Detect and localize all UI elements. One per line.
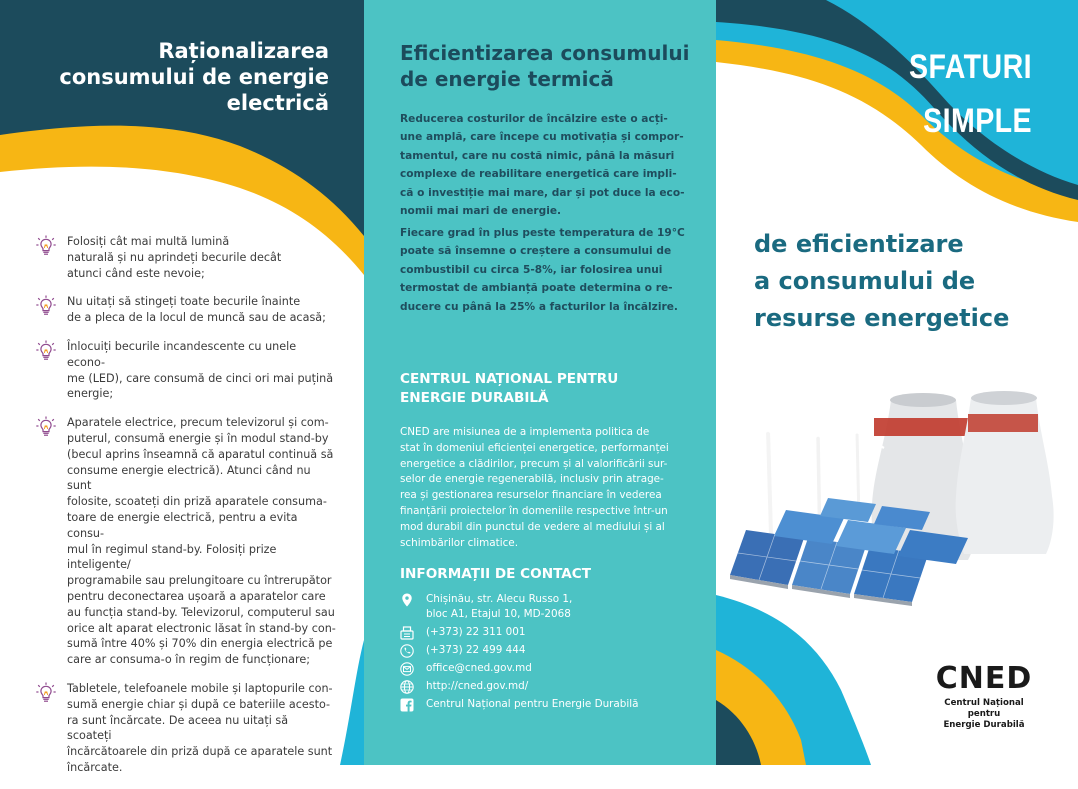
tip-text: Tabletele, telefoanele mobile și laptopurile con- sumă energie chiar și după ce bateriile acesto- ra sunt încărcate. De aceea nu uitați să scoateți încărcătoarele din priză după ce aparatele sunt încărcate. <box>67 681 333 774</box>
cned-heading: CENTRUL NAȚIONAL PENTRU ENERGIE DURABILĂ <box>400 371 619 406</box>
phone-icon <box>400 644 414 658</box>
globe-icon <box>400 680 414 694</box>
facebook-icon <box>400 698 414 712</box>
renewable-energy-illustration <box>716 370 1078 620</box>
location-pin-icon <box>400 593 414 607</box>
contact-list <box>400 592 700 715</box>
logo-caption: Centrul Național pentru Energie Durabilă <box>943 698 1025 730</box>
website-link[interactable]: http://cned.gov.md/ <box>426 679 529 692</box>
temperature-paragraph: Fiecare grad în plus peste temperatura de 19°C poate să însemne o creștere a consumului de combustibil cu circa 5-8%, iar folosirea unui termostat de ambianță poate determina o re- ducere cu până la 25% a facturilor la încălzire. <box>400 227 685 313</box>
email-address[interactable]: office@cned.gov.md <box>426 661 532 674</box>
contact-website <box>400 679 700 694</box>
middle-panel-title: Eficientizarea consumului de energie termică <box>400 41 690 91</box>
fax-number[interactable]: (+373) 22 311 001 <box>426 625 526 638</box>
left-panel-title: Raționalizarea consumului de energie electrică <box>59 39 329 115</box>
lightbulb-icon <box>36 340 56 362</box>
decorative-waves-bottom <box>0 600 364 765</box>
fax-icon <box>400 626 414 640</box>
middle-panel <box>364 0 716 765</box>
tip-item <box>36 234 336 281</box>
contact-heading: INFORMAȚII DE CONTACT <box>400 566 592 582</box>
tip-item <box>36 294 336 326</box>
contact-address <box>400 592 700 622</box>
tip-item <box>36 339 336 402</box>
left-panel <box>0 0 364 774</box>
lightbulb-icon <box>36 235 56 257</box>
contact-email <box>400 661 700 676</box>
tip-text: Folosiți cât mai multă lumină naturală și nu aprindeți becurile decât atunci când este nevoie; <box>67 235 282 280</box>
contact-fax <box>400 625 700 640</box>
lightbulb-icon <box>36 295 56 317</box>
contact-facebook <box>400 697 700 712</box>
cned-logo <box>928 660 1040 731</box>
tip-text: Nu uitați să stingeți toate becurile înainte de a pleca de la locul de muncă sau de acasă; <box>67 295 326 325</box>
cned-logo-mark <box>928 660 1040 694</box>
heating-costs-paragraph: Reducerea costurilor de încălzire este o acți- une amplă, care începe cu motivația și compor- tamentul, care nu costă nimic, până la măsuri complexe de reabilitare energetică care impli- că o investiție mai mare, dar și pot duce la eco- nomii mai mari de energie. <box>400 113 685 218</box>
cned-description: CNED are misiunea de a implementa politica de stat în domeniul eficienței energetice, performanței energetice a clădirilor, precum și al valorificării sur- selor de energie regenerabilă, inclusiv prin atrage- rea și gestionarea resurselor financiare în vederea finanțării proiectelor în domeniile respective într-un mod durabil din punctul de vedere al mediului și al schimbărilor climatice. <box>400 426 669 549</box>
contact-phone <box>400 643 700 658</box>
lightbulb-icon <box>36 416 56 438</box>
facebook-link[interactable]: Centrul Național pentru Energie Durabilă <box>426 697 639 710</box>
right-panel <box>716 0 1078 765</box>
brochure-subtitle: de eficientizare a consumului de resurse energetice <box>754 230 1010 332</box>
tip-text: Aparatele electrice, precum televizorul și com- puterul, consumă energie și în modul stand-by (becul aprins înseamnă că aparatul continuă să consume energie electrică). Atunci când nu sunt folosite, scoateți din priză aparatele consuma- toare de energie electrică, pentru a evita consu- mul în regimul stand-by. Folosiți prize inteligente/ programabile sau prelungitoare cu întrerupător pentru deconectarea ușoară a aparatelor care au funcția stand-by. Televizorul, computerul sau orice alt aparat electronic lăsat în stand-by con- sumă între 40% și 70% din energia electrică pe care ar consuma-o în regim de funcționare; <box>67 416 336 667</box>
phone-number[interactable]: (+373) 22 499 444 <box>426 643 526 656</box>
logo-text: CNED <box>935 661 1033 696</box>
tip-text: Înlocuiți becurile incandescente cu unele econo- me (LED), care consumă de cinci ori mai puțină energie; <box>67 339 334 401</box>
brochure-title: SFATURI SIMPLE <box>908 48 1032 140</box>
address-text: Chișinău, str. Alecu Russo 1, bloc A1, Etajul 10, MD-2068 <box>426 593 573 620</box>
email-icon <box>400 662 414 676</box>
